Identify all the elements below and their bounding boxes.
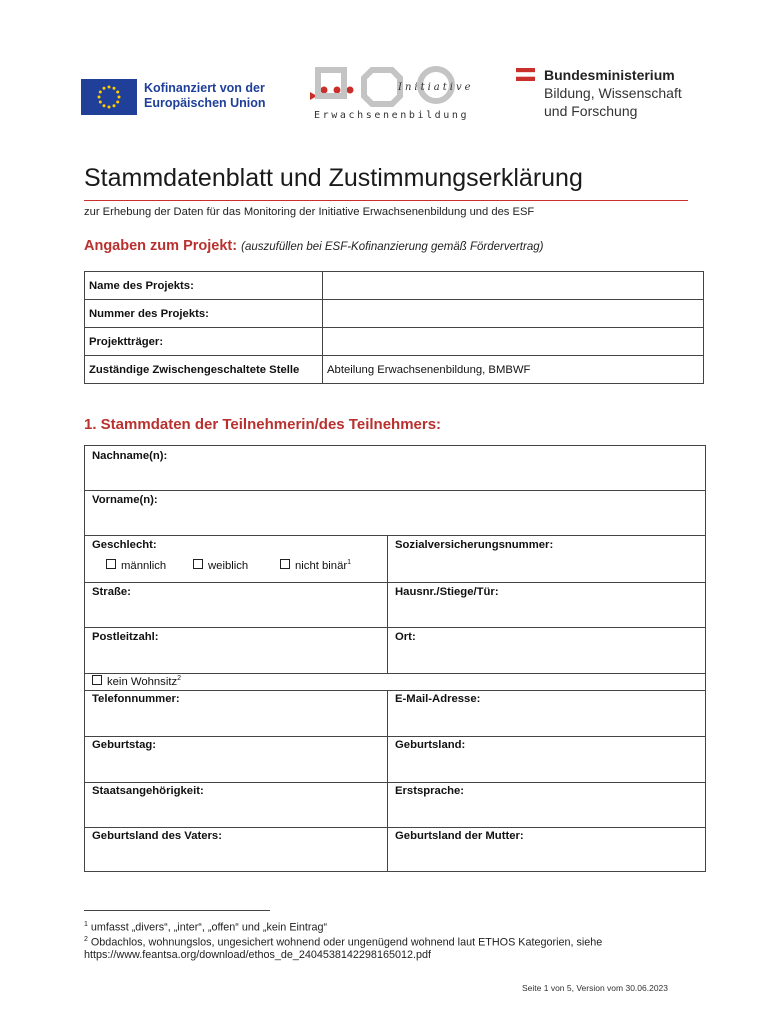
table-row — [85, 328, 704, 356]
gender-option-label: männlich — [121, 560, 167, 572]
project-name-field[interactable] — [323, 272, 704, 300]
mother-birth-country-field[interactable]: Geburtsland der Mutter: — [395, 830, 524, 842]
footnote-link[interactable]: https://www.feantsa.org/download/ethos_de_2404538142298165012.pdf — [84, 949, 431, 961]
personal-section-heading: 1. Stammdaten der Teilnehmerin/des Teilnehmers: — [84, 416, 442, 433]
gender-label: Geschlecht: — [92, 539, 157, 551]
footnote-ref: 1 — [347, 559, 352, 567]
initiative-logo-subtext: Erwachsenenbildung — [314, 110, 470, 121]
page-title: Stammdatenblatt und Zustimmungserklärung — [84, 164, 583, 192]
lastname-field[interactable]: Nachname(n): — [92, 450, 168, 462]
eu-cofinancing-text: Kofinanziert von der Europäischen Union — [144, 81, 266, 110]
eu-stars-icon — [81, 79, 137, 115]
column-divider — [387, 690, 388, 872]
row-divider — [85, 736, 705, 737]
city-field[interactable]: Ort: — [395, 631, 416, 643]
gender-female-checkbox[interactable] — [193, 559, 248, 572]
project-table — [84, 271, 704, 384]
project-name-label: Name des Projekts: — [85, 272, 323, 300]
intermediate-body-field[interactable]: Abteilung Erwachsenenbildung, BMBWF — [323, 356, 704, 384]
gender-option-label: nicht binär — [295, 560, 348, 572]
birthdate-field[interactable]: Geburtstag: — [92, 739, 157, 751]
project-section-heading — [84, 238, 543, 254]
phone-field[interactable]: Telefonnummer: — [92, 693, 180, 705]
checkbox-icon — [106, 559, 116, 569]
footnote-text: umfasst „divers“, „inter“, „offen“ und „kein Eintrag“ — [87, 921, 328, 934]
page-footer: Seite 1 von 5, Version vom 30.06.2023 — [522, 983, 669, 993]
checkbox-icon — [280, 559, 290, 569]
footnote-ref: 1 — [84, 921, 88, 928]
footnote-ref: 2 — [177, 675, 182, 683]
table-row — [85, 272, 704, 300]
footnote-ref: 2 — [84, 936, 88, 943]
firstname-field[interactable]: Vorname(n): — [92, 494, 158, 506]
checkbox-icon — [92, 675, 102, 685]
checkbox-icon — [193, 559, 203, 569]
column-divider — [387, 535, 388, 673]
street-field[interactable]: Straße: — [92, 586, 131, 598]
ministry-title: Bundesministerium — [544, 67, 675, 83]
footnote-text: Obdachlos, wohnungslos, ungesichert wohnend oder ungenügend wohnend laut ETHOS Kategorien, siehe — [87, 936, 603, 949]
eu-flag-logo — [81, 79, 137, 115]
row-divider — [85, 782, 705, 783]
project-heading-note: (auszufüllen bei ESF-Kofinanzierung gemäß Fördervertrag) — [241, 241, 544, 253]
gender-male-checkbox[interactable] — [106, 559, 166, 572]
postal-code-field[interactable]: Postleitzahl: — [92, 631, 159, 643]
father-birth-country-field[interactable]: Geburtsland des Vaters: — [92, 830, 222, 842]
house-number-field[interactable]: Hausnr./Stiege/Tür: — [395, 586, 499, 598]
project-number-label: Nummer des Projekts: — [85, 300, 323, 328]
austria-flag-icon — [516, 68, 535, 81]
initiative-logo-text: Initiative — [398, 82, 474, 93]
row-divider — [85, 535, 705, 536]
project-heading-text: Angaben zum Projekt: — [84, 238, 238, 254]
citizenship-field[interactable]: Staatsangehörigkeit: — [92, 785, 204, 797]
ministry-subtitle: Bildung, Wissenschaft und Forschung — [544, 85, 682, 119]
first-language-field[interactable]: Erstsprache: — [395, 785, 465, 797]
email-field[interactable]: E-Mail-Adresse: — [395, 693, 481, 705]
social-security-field[interactable]: Sozialversicherungsnummer: — [395, 539, 554, 551]
gender-nonbinary-checkbox[interactable] — [280, 559, 351, 572]
intermediate-body-label: Zuständige Zwischengeschaltete Stelle — [85, 356, 323, 384]
page-subtitle: zur Erhebung der Daten für das Monitoring der Initiative Erwachsenenbildung und des ESF — [84, 206, 535, 218]
row-divider — [85, 627, 705, 628]
row-divider — [85, 827, 705, 828]
table-row — [85, 300, 704, 328]
gender-option-label: weiblich — [208, 560, 249, 572]
project-sponsor-field[interactable] — [323, 328, 704, 356]
project-sponsor-label: Projektträger: — [85, 328, 323, 356]
row-divider — [85, 490, 705, 491]
title-divider — [84, 200, 688, 201]
no-residence-checkbox[interactable] — [92, 675, 181, 688]
row-divider — [85, 690, 705, 691]
table-row — [85, 356, 704, 384]
no-residence-label: kein Wohnsitz — [107, 676, 178, 688]
row-divider — [85, 673, 705, 674]
project-number-field[interactable] — [323, 300, 704, 328]
birth-country-field[interactable]: Geburtsland: — [395, 739, 466, 751]
row-divider — [85, 582, 705, 583]
personal-data-form — [84, 445, 706, 872]
footnote-divider — [84, 910, 270, 911]
